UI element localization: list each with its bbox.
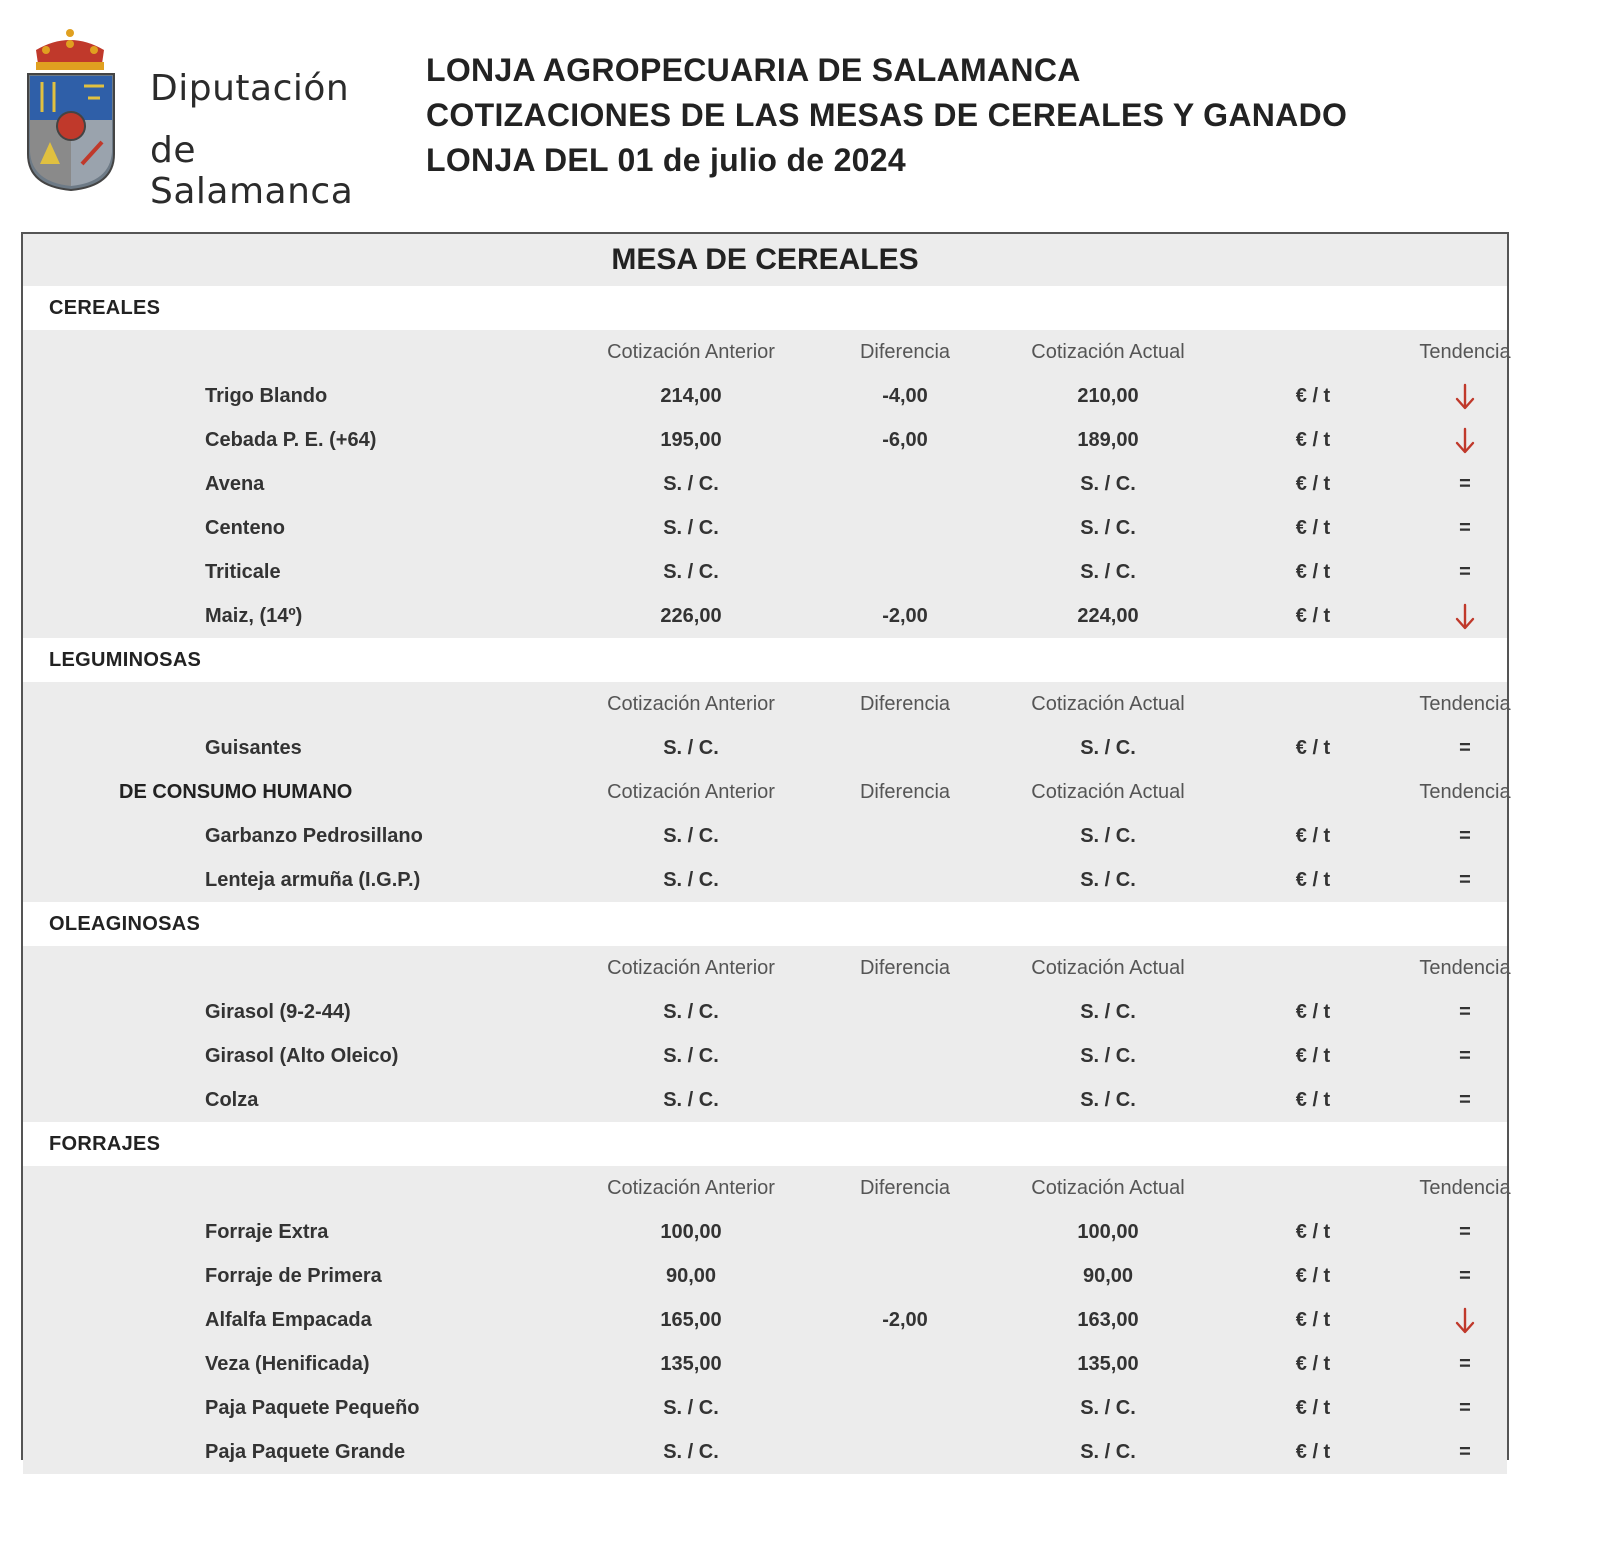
cotizacion-actual-value: S. / C.	[1080, 1397, 1136, 1419]
cotizacion-actual-value: 100,00	[1077, 1221, 1139, 1243]
cotizacion-actual-value: S. / C.	[1080, 869, 1136, 891]
header-tendencia: Tendencia	[1419, 693, 1511, 715]
cotizacion-anterior-value: 214,00	[660, 385, 722, 407]
price-row	[23, 594, 1507, 638]
cotizacion-actual-value: 90,00	[1082, 1265, 1134, 1287]
cotizacion-actual-value: 135,00	[1077, 1353, 1139, 1375]
trend-equal-value: =	[1459, 737, 1471, 759]
column-header-row	[23, 946, 1511, 990]
price-row	[23, 1078, 1507, 1122]
product-name: Lenteja armuña (I.G.P.)	[205, 869, 421, 891]
unit-label: € / t	[1295, 1441, 1331, 1463]
product-name: Maiz, (14º)	[205, 605, 303, 627]
product-name: Paja Paquete Pequeño	[205, 1397, 420, 1419]
price-row	[23, 1342, 1507, 1386]
cotizacion-anterior-value: S. / C.	[663, 1089, 719, 1111]
header-cotizacion-actual: Cotización Actual	[1031, 341, 1185, 363]
mesa-title: MESA DE CEREALES	[23, 234, 1507, 286]
cotizacion-anterior-value: S. / C.	[663, 561, 719, 583]
unit-label: € / t	[1295, 1397, 1331, 1419]
product-name: Girasol (Alto Oleico)	[205, 1045, 399, 1067]
trend-equal-value: =	[1459, 473, 1471, 495]
header-cotizacion-actual: Cotización Actual	[1031, 693, 1185, 715]
header-cotizacion-anterior: Cotización Anterior	[607, 693, 775, 715]
unit-label: € / t	[1295, 385, 1331, 407]
product-name: Triticale	[205, 561, 281, 583]
diferencia-value: -2,00	[882, 1309, 928, 1331]
cotizacion-actual-value: S. / C.	[1080, 825, 1136, 847]
coat-of-arms-icon	[22, 24, 122, 194]
trend-down-arrow-icon	[1413, 374, 1517, 418]
cotizacion-actual-value: 163,00	[1077, 1309, 1139, 1331]
column-header-row	[23, 682, 1511, 726]
diferencia-value: -6,00	[882, 429, 928, 451]
cotizacion-anterior-value: 226,00	[660, 605, 722, 627]
trend-equal-value: =	[1459, 1397, 1471, 1419]
header-cotizacion-anterior: Cotización Anterior	[607, 341, 775, 363]
unit-label: € / t	[1295, 1001, 1331, 1023]
price-row	[23, 1430, 1507, 1474]
section-title-forrajes: FORRAJES	[23, 1122, 1507, 1166]
column-header-row-consumo-humano	[23, 770, 1511, 814]
header-tendencia: Tendencia	[1419, 341, 1511, 363]
price-row	[23, 814, 1507, 858]
cotizacion-anterior-value: S. / C.	[663, 1045, 719, 1067]
cotizacion-actual-value: 224,00	[1077, 605, 1139, 627]
cotizacion-anterior-value: S. / C.	[663, 1001, 719, 1023]
price-row	[23, 550, 1507, 594]
column-header-row	[23, 330, 1511, 374]
trend-equal-value: =	[1459, 1089, 1471, 1111]
header-diferencia: Diferencia	[859, 957, 951, 979]
product-name: Paja Paquete Grande	[205, 1441, 406, 1463]
diferencia-value: -4,00	[882, 385, 928, 407]
header-line-fecha: LONJA DEL 01 de julio de 2024	[426, 142, 906, 178]
header-cotizacion-actual: Cotización Actual	[1031, 781, 1185, 803]
cotizacion-anterior-value: S. / C.	[663, 473, 719, 495]
unit-label: € / t	[1295, 473, 1331, 495]
header-tendencia: Tendencia	[1419, 957, 1511, 979]
unit-label: € / t	[1295, 1265, 1331, 1287]
unit-label: € / t	[1295, 517, 1331, 539]
header-diferencia: Diferencia	[859, 693, 951, 715]
price-row	[23, 1386, 1507, 1430]
cotizacion-anterior-value: S. / C.	[663, 825, 719, 847]
header-cotizacion-anterior: Cotización Anterior	[607, 781, 775, 803]
product-name: Alfalfa Empacada	[205, 1309, 372, 1331]
product-name: Forraje de Primera	[205, 1265, 382, 1287]
price-row	[23, 858, 1507, 902]
unit-label: € / t	[1295, 605, 1331, 627]
cotizacion-actual-value: S. / C.	[1080, 1089, 1136, 1111]
cotizacion-actual-value: S. / C.	[1080, 561, 1136, 583]
trend-equal-value: =	[1459, 1265, 1471, 1287]
unit-label: € / t	[1295, 869, 1331, 891]
cotizacion-anterior-value: 90,00	[665, 1265, 717, 1287]
header-diferencia: Diferencia	[859, 341, 951, 363]
section-body-forrajes	[23, 1166, 1511, 1474]
trend-equal-value: =	[1459, 1045, 1471, 1067]
cotizacion-anterior-value: S. / C.	[663, 737, 719, 759]
header-line-lonja: LONJA AGROPECUARIA DE SALAMANCA	[426, 52, 1081, 88]
product-name: Garbanzo Pedrosillano	[205, 825, 423, 847]
section-body-oleaginosas	[23, 946, 1511, 1122]
trend-equal-value: =	[1459, 825, 1471, 847]
cotizacion-actual-value: S. / C.	[1080, 1001, 1136, 1023]
section-body-leguminosas	[23, 682, 1511, 902]
trend-equal-value: =	[1459, 561, 1471, 583]
product-name: Colza	[205, 1089, 259, 1111]
header-cotizacion-actual: Cotización Actual	[1031, 957, 1185, 979]
cotizacion-actual-value: S. / C.	[1080, 473, 1136, 495]
section-body-cereales	[23, 330, 1511, 638]
product-name: Trigo Blando	[205, 385, 328, 407]
trend-down-arrow-icon	[1413, 594, 1517, 638]
diferencia-value: -2,00	[882, 605, 928, 627]
cotizacion-actual-value: S. / C.	[1080, 1441, 1136, 1463]
logo-text-salamanca: de Salamanca	[150, 130, 354, 212]
unit-label: € / t	[1295, 429, 1331, 451]
cotizacion-actual-value: 189,00	[1077, 429, 1139, 451]
product-name: Forraje Extra	[205, 1221, 329, 1243]
product-name: Guisantes	[205, 737, 302, 759]
unit-label: € / t	[1295, 1089, 1331, 1111]
unit-label: € / t	[1295, 1309, 1331, 1331]
mesa-cereales-panel	[21, 232, 1511, 1463]
price-row	[23, 418, 1507, 462]
header-cotizacion-anterior: Cotización Anterior	[607, 1177, 775, 1199]
cotizacion-actual-value: 210,00	[1077, 385, 1139, 407]
price-row	[23, 1298, 1507, 1342]
document-header	[426, 48, 1347, 183]
cotizacion-anterior-value: 165,00	[660, 1309, 722, 1331]
price-row	[23, 374, 1507, 418]
unit-label: € / t	[1295, 1221, 1331, 1243]
cotizacion-actual-value: S. / C.	[1080, 737, 1136, 759]
cotizacion-anterior-value: 195,00	[660, 429, 722, 451]
price-row	[23, 1254, 1507, 1298]
cotizacion-actual-value: S. / C.	[1080, 517, 1136, 539]
header-diferencia: Diferencia	[859, 781, 951, 803]
header-line-cotizaciones: COTIZACIONES DE LAS MESAS DE CEREALES Y GANADO	[426, 97, 1348, 133]
trend-equal-value: =	[1459, 1441, 1471, 1463]
trend-equal-value: =	[1459, 1221, 1471, 1243]
price-row	[23, 506, 1507, 550]
diputacion-logo	[22, 24, 362, 212]
logo-text-diputacion: Diputación	[150, 68, 350, 109]
header-tendencia: Tendencia	[1419, 781, 1511, 803]
header-cotizacion-anterior: Cotización Anterior	[607, 957, 775, 979]
unit-label: € / t	[1295, 561, 1331, 583]
product-name: Girasol (9-2-44)	[205, 1001, 351, 1023]
header-cotizacion-actual: Cotización Actual	[1031, 1177, 1185, 1199]
section-title-leguminosas: LEGUMINOSAS	[23, 638, 1507, 682]
unit-label: € / t	[1295, 825, 1331, 847]
trend-equal-value: =	[1459, 1353, 1471, 1375]
product-name: Avena	[205, 473, 265, 495]
price-row	[23, 1034, 1507, 1078]
cotizacion-anterior-value: 135,00	[660, 1353, 722, 1375]
cotizacion-actual-value: S. / C.	[1080, 1045, 1136, 1067]
trend-equal-value: =	[1459, 517, 1471, 539]
unit-label: € / t	[1295, 1353, 1331, 1375]
product-name: Centeno	[205, 517, 285, 539]
cotizacion-anterior-value: 100,00	[660, 1221, 722, 1243]
unit-label: € / t	[1295, 1045, 1331, 1067]
cotizacion-anterior-value: S. / C.	[663, 869, 719, 891]
cotizacion-anterior-value: S. / C.	[663, 517, 719, 539]
trend-equal-value: =	[1459, 1001, 1471, 1023]
price-row	[23, 462, 1507, 506]
section-title-cereales: CEREALES	[23, 286, 1507, 330]
column-header-row	[23, 1166, 1511, 1210]
product-name: Cebada P. E. (+64)	[205, 429, 377, 451]
cotizacion-anterior-value: S. / C.	[663, 1441, 719, 1463]
trend-down-arrow-icon	[1413, 1298, 1517, 1342]
trend-down-arrow-icon	[1413, 418, 1517, 462]
header-tendencia: Tendencia	[1419, 1177, 1511, 1199]
cotizacion-anterior-value: S. / C.	[663, 1397, 719, 1419]
price-row	[23, 1210, 1507, 1254]
section-title-oleaginosas: OLEAGINOSAS	[23, 902, 1507, 946]
subsection-title-consumo-humano: DE CONSUMO HUMANO	[119, 781, 353, 803]
price-row	[23, 990, 1507, 1034]
product-name: Veza (Henificada)	[205, 1353, 370, 1375]
unit-label: € / t	[1295, 737, 1331, 759]
price-row	[23, 726, 1507, 770]
header-diferencia: Diferencia	[859, 1177, 951, 1199]
trend-equal-value: =	[1459, 869, 1471, 891]
